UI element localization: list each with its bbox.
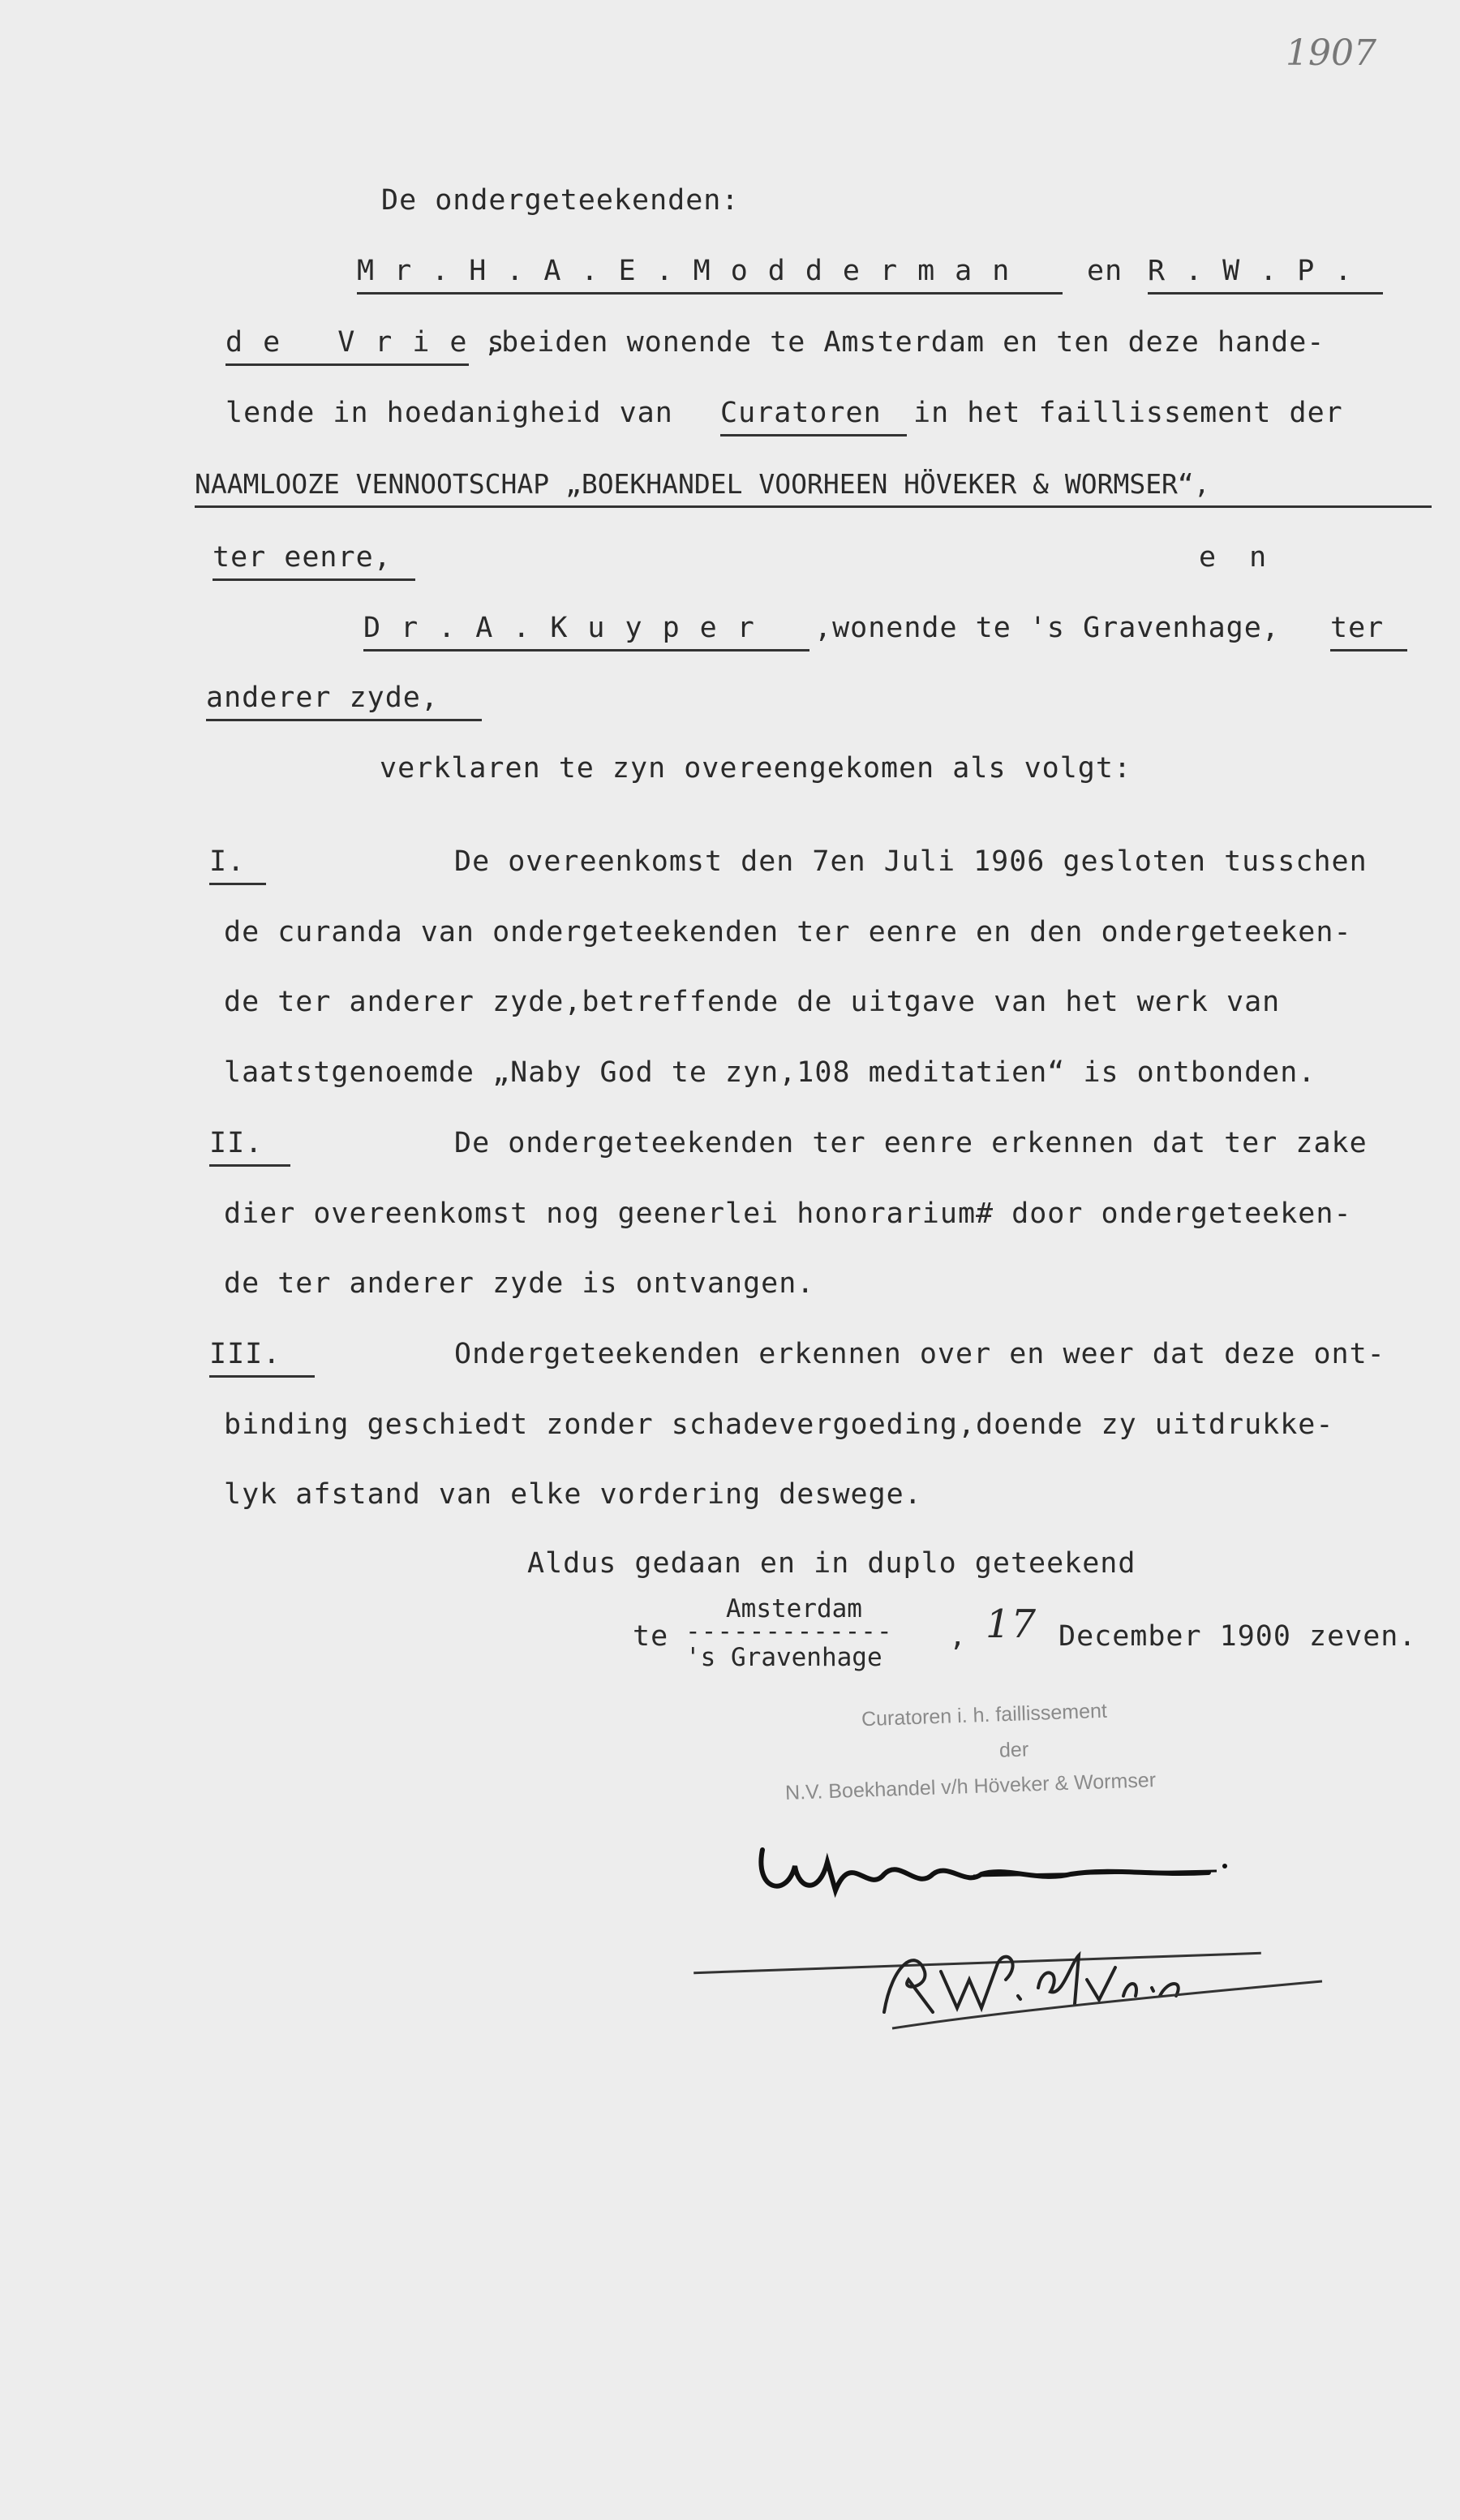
corner-annotation: 1907 [1286, 32, 1376, 74]
article-1-line-2: de curanda van ondergeteekenden ter eenre en den ondergeteeken- [224, 916, 1352, 948]
closing-date-rest: December 1900 zeven. [1058, 1620, 1417, 1653]
article-1-line-4: laatstgenoemde „Naby God te zyn,108 meditatien“ is ontbonden. [224, 1056, 1316, 1089]
article-2-line-2: dier overeenkomst nog geenerlei honorarium# door ondergeteeken- [224, 1198, 1352, 1230]
closing-comma: , [949, 1620, 968, 1653]
party1-capacity: Curatoren [720, 395, 907, 436]
article-1-line-3: de ter anderer zyde,betreffende de uitgave van het werk van [224, 986, 1281, 1018]
party1-residence: ,beiden wonende te Amsterdam en ten deze hande- [483, 326, 1325, 359]
party1-name-b-cont: de Vries [225, 325, 469, 366]
article-1-line-1: De overeenkomst den 7en Juli 1906 gesloten tusschen [454, 845, 1368, 878]
party1-en-2: e n [1199, 541, 1275, 574]
closing-place-top: Amsterdam [726, 1594, 862, 1623]
party1-name-a: Mr.H.A.E.Modderman [357, 253, 1063, 295]
signature-de-vries [876, 1915, 1330, 2045]
article-2-line-1: De ondergeteekenden ter eenre erkennen dat ter zake [454, 1127, 1368, 1159]
party1-capacity-prefix: lende in hoedanigheid van [225, 397, 673, 429]
party1-name-b: R.W.P. [1148, 253, 1383, 295]
article-1-num: I. [209, 844, 266, 885]
party2-zyde: anderer zyde, [206, 680, 482, 721]
header: De ondergeteekenden: [381, 184, 740, 217]
signature-modderman [730, 1817, 1249, 1915]
article-3-num: III. [209, 1336, 315, 1378]
party2-ter: ter [1330, 610, 1407, 652]
party2-name: Dr.A.Kuyper [363, 610, 809, 652]
closing-te: te [633, 1620, 669, 1653]
party1-en: en [1087, 255, 1123, 287]
party1-ter-eenre: ter eenre, [213, 540, 415, 581]
closing-day: 17 [986, 1602, 1037, 1647]
party1-company: NAAMLOOZE VENNOOTSCHAP „BOEKHANDEL VOORHEEN HÖVEKER & WORMSER“, [195, 467, 1432, 508]
closing-done: Aldus gedaan en in duplo geteekend [527, 1547, 1136, 1580]
article-2-line-3: de ter anderer zyde is ontvangen. [224, 1267, 815, 1300]
article-3-line-3: lyk afstand van elke vordering deswege. [224, 1478, 922, 1511]
stamp-line-3: N.V. Boekhandel v/h Höveker & Wormser [784, 1769, 1157, 1804]
party2-residence: ,wonende te 's Gravenhage, [814, 612, 1280, 644]
article-3-line-1: Ondergeteekenden erkennen over en weer dat deze ont- [454, 1338, 1385, 1370]
declaration: verklaren te zyn overeengekomen als volgt: [380, 752, 1132, 785]
closing-dashes: ------------- [685, 1617, 893, 1646]
article-3-line-2: binding geschiedt zonder schadevergoeding,doende zy uitdrukke- [224, 1408, 1334, 1441]
article-2-num: II. [209, 1125, 290, 1167]
stamp-line-1: Curatoren i. h. faillissement [861, 1699, 1108, 1731]
stamp-line-2: der [998, 1738, 1029, 1762]
party1-capacity-suffix: in het faillissement der [913, 397, 1343, 429]
closing-place-bottom: 's Gravenhage [685, 1643, 882, 1672]
